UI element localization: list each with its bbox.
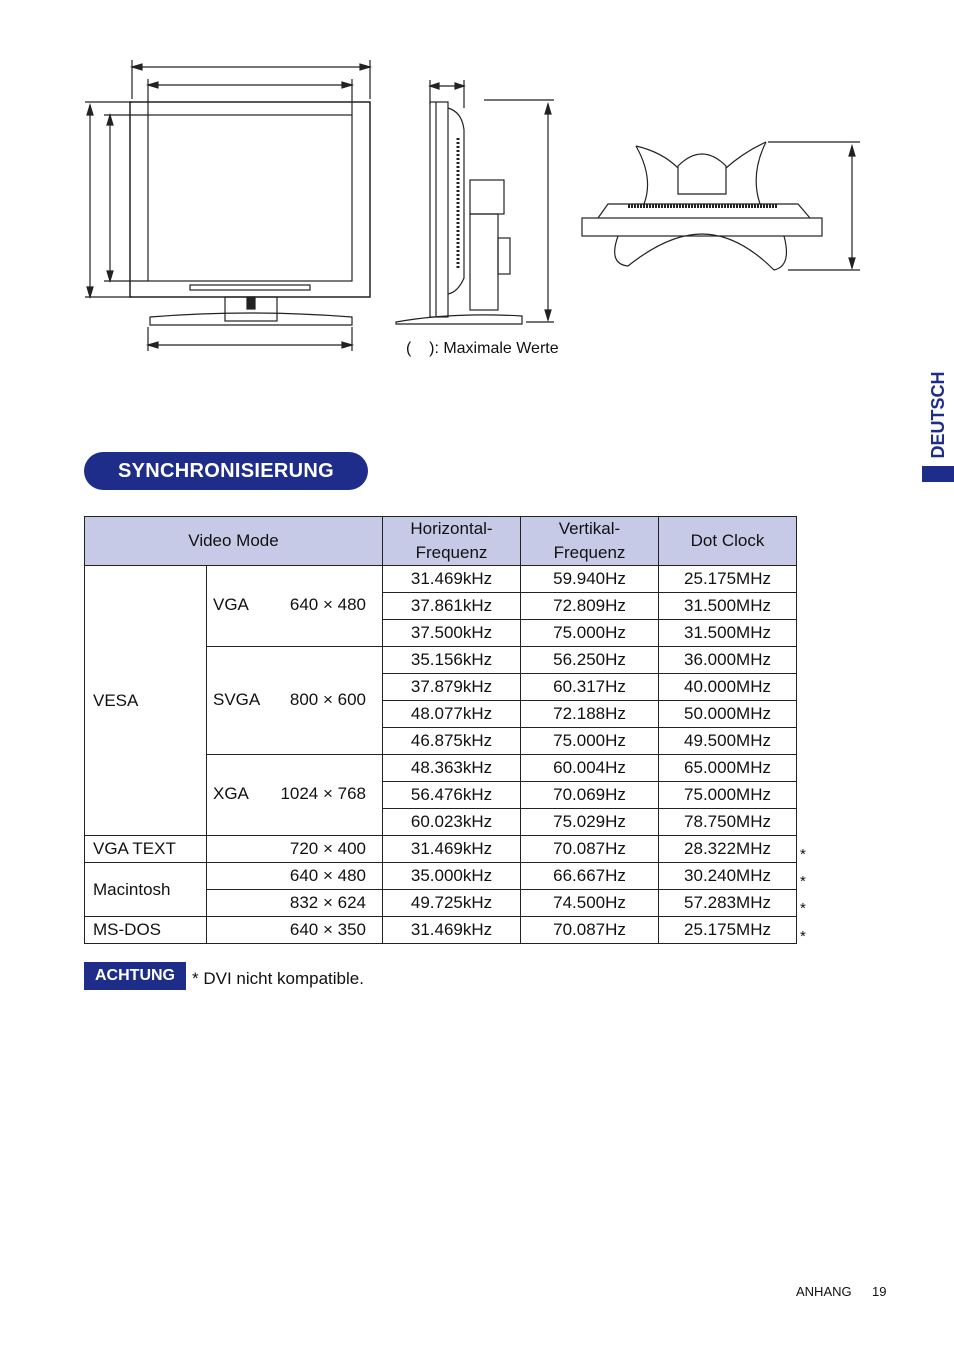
header-dot-clock: Dot Clock [659,517,797,566]
vertical-cell: 59.940Hz [521,566,659,593]
header-horizontal-line2: Frequenz [415,543,488,562]
dot-clock-cell: 40.000MHz [659,674,797,701]
mode-cell [207,647,383,755]
dot-clock-cell: 50.000MHz [659,701,797,728]
horizontal-cell: 35.156kHz [383,647,521,674]
dot-clock-cell: 25.175MHz [659,566,797,593]
front-view-drawing [80,55,380,355]
page-number: 19 [872,1284,887,1299]
ms-dos-horizontal: 31.469kHz [383,917,521,944]
dot-clock-cell: 49.500MHz [659,728,797,755]
vertical-cell: 60.004Hz [521,755,659,782]
dvi-mark: * [800,900,806,917]
mode-resolution: 800 × 600 [289,689,366,709]
macintosh-label: Macintosh [85,863,207,917]
horizontal-cell: 37.861kHz [383,593,521,620]
vertical-cell: 56.250Hz [521,647,659,674]
table-header-row [85,517,797,566]
mode-name: XGA [213,784,249,803]
dot-clock-cell: 75.000MHz [659,782,797,809]
mode-name: SVGA [213,689,261,709]
mac-vertical: 74.500Hz [521,890,659,917]
side-view-drawing [392,78,564,330]
mac-resolution: 832 × 624 [207,890,383,917]
horizontal-cell: 37.500kHz [383,620,521,647]
mode-name: VGA [213,595,249,614]
vga-text-horizontal: 31.469kHz [383,836,521,863]
top-view-drawing [578,138,864,278]
vertical-cell: 72.188Hz [521,701,659,728]
header-horizontal [383,517,521,566]
sync-table [84,516,797,944]
header-vertical [521,517,659,566]
language-tab [918,360,954,482]
vertical-cell: 75.000Hz [521,728,659,755]
mac-vertical: 66.667Hz [521,863,659,890]
vertical-cell: 75.029Hz [521,809,659,836]
vertical-cell: 72.809Hz [521,593,659,620]
footer-section: ANHANG [796,1284,852,1299]
note-text: * DVI nicht kompatible. [192,969,364,988]
vga-text-dot-clock: 28.322MHz [659,836,797,863]
mac-dot-clock: 30.240MHz [659,863,797,890]
achtung-badge: ACHTUNG [84,962,186,990]
ms-dos-dot-clock: 25.175MHz [659,917,797,944]
horizontal-cell: 31.469kHz [383,566,521,593]
horizontal-cell: 56.476kHz [383,782,521,809]
table-row [85,917,797,944]
mode-resolution: 640 × 480 [289,595,366,614]
vertical-cell: 60.317Hz [521,674,659,701]
horizontal-cell: 60.023kHz [383,809,521,836]
horizontal-cell: 37.879kHz [383,674,521,701]
horizontal-cell: 48.363kHz [383,755,521,782]
ms-dos-resolution: 640 × 350 [207,917,383,944]
ms-dos-label: MS-DOS [85,917,207,944]
header-video-mode: Video Mode [85,517,383,566]
vesa-label: VESA [85,566,207,836]
dot-clock-cell: 78.750MHz [659,809,797,836]
diagram-caption: ( ): Maximale Werte [406,340,559,357]
vga-text-label: VGA TEXT [85,836,207,863]
dvi-mark: * [800,873,806,890]
mac-horizontal: 35.000kHz [383,863,521,890]
table-row [85,566,797,593]
dot-clock-cell: 36.000MHz [659,647,797,674]
dot-clock-cell: 65.000MHz [659,755,797,782]
vertical-cell: 75.000Hz [521,620,659,647]
dvi-mark: * [800,846,806,863]
language-marker [922,466,954,482]
vesa-rows [85,566,797,836]
mode-resolution: 1024 × 768 [280,784,366,803]
mac-horizontal: 49.725kHz [383,890,521,917]
ms-dos-vertical: 70.087Hz [521,917,659,944]
header-vertical-line1: Vertikal- [558,519,621,538]
vertical-cell: 70.069Hz [521,782,659,809]
dot-clock-cell: 31.500MHz [659,593,797,620]
horizontal-cell: 46.875kHz [383,728,521,755]
mac-dot-clock: 57.283MHz [659,890,797,917]
dvi-mark: * [800,928,806,945]
mode-cell [207,566,383,647]
header-horizontal-line1: Horizontal- [410,519,493,538]
table-row [85,836,797,863]
vga-text-vertical: 70.087Hz [521,836,659,863]
mode-cell [207,755,383,836]
dot-clock-cell: 31.500MHz [659,620,797,647]
vga-text-resolution: 720 × 400 [207,836,383,863]
mac-resolution: 640 × 480 [207,863,383,890]
section-title: SYNCHRONISIERUNG [84,452,368,490]
horizontal-cell: 48.077kHz [383,701,521,728]
table-row [85,863,797,890]
language-label: DEUTSCH [928,371,948,459]
header-vertical-line2: Frequenz [553,543,626,562]
